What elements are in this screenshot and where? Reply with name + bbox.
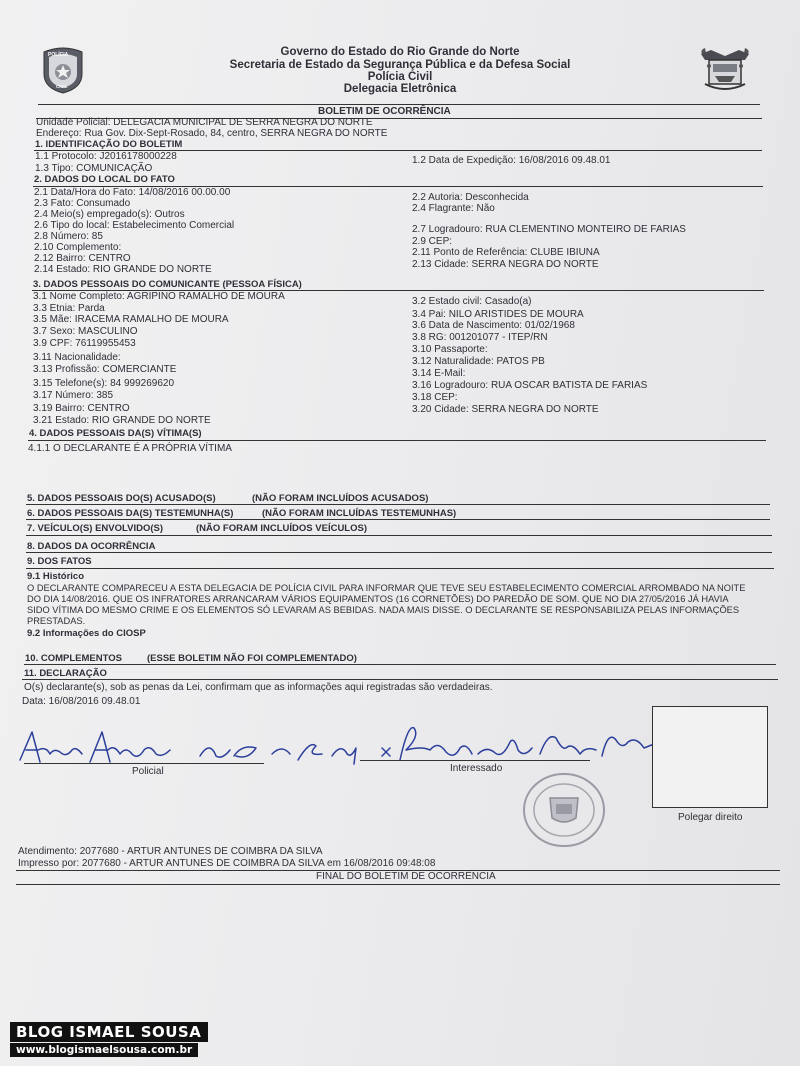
s3-right-item: 3.12 Naturalidade: PATOS PB <box>412 356 545 367</box>
historico-title: 9.1 Histórico <box>27 571 85 582</box>
s2-left-item: 2.3 Fato: Consumado <box>34 198 131 209</box>
divider <box>26 552 772 553</box>
s2-right-item: 2.13 Cidade: SERRA NEGRA DO NORTE <box>412 259 599 270</box>
historico-line: DO DIA 14/08/2016. QUE OS INFRATORES ARRANCARAM VÁRIOS EQUIPAMENTOS (16 CORNETÕES) DO PAREDÃO DE SOM. QUE NO DIA 27/05/2016 JÁ HAVIA <box>27 594 729 604</box>
s2-left-item: 2.12 Bairro: CENTRO <box>34 253 131 264</box>
thumbprint-box <box>652 706 768 808</box>
endereco-unidade: Endereço: Rua Gov. Dix-Sept-Rosado, 84, centro, SERRA NEGRA DO NORTE <box>36 128 388 139</box>
header-line-2: Secretaria de Estado da Segurança Pública e da Defesa Social <box>229 59 571 71</box>
s3-left-item: 3.19 Bairro: CENTRO <box>33 403 130 414</box>
s3-right-item: 3.16 Logradouro: RUA OSCAR BATISTA DE FARIAS <box>412 380 648 391</box>
s3-left-item: 3.9 CPF: 76119955453 <box>33 338 136 349</box>
divider <box>26 568 774 569</box>
data-expedicao: 1.2 Data de Expedição: 16/08/2016 09.48.01 <box>412 155 611 166</box>
s2-left-item: 2.6 Tipo do local: Estabelecimento Comercial <box>34 220 235 231</box>
section-4-title: 4. DADOS PESSOAIS DA(S) VÍTIMA(S) <box>29 428 202 439</box>
s3-right-item: 3.18 CEP: <box>412 392 458 403</box>
s3-left-item: 3.1 Nome Completo: AGRIPINO RAMALHO DE MOURA <box>33 291 285 302</box>
label-polegar-direito: Polegar direito <box>678 812 743 823</box>
atendimento: Atendimento: 2077680 - ARTUR ANTUNES DE COIMBRA DA SILVA <box>18 846 323 857</box>
badge-bottom-text: CIVIL <box>56 84 68 89</box>
s3-right-item: 3.4 Pai: NILO ARISTIDES DE MOURA <box>412 309 584 320</box>
s2-left-item: 2.10 Complemento: <box>34 242 122 253</box>
divider <box>26 535 772 536</box>
s3-left-item: 3.17 Número: 385 <box>33 390 114 401</box>
historico-line: O DECLARANTE COMPARECEU A ESTA DELEGACIA DE POLÍCIA CIVIL PARA INFORMAR QUE TEVE SEU ESTABELECIMENTO COMERCIAL ARROMBADO NA NOITE <box>27 583 746 593</box>
s2-right-item: 2.2 Autoria: Desconhecida <box>412 192 529 203</box>
divider <box>16 884 780 885</box>
divider <box>26 504 770 505</box>
header-line-3: Polícia Civil <box>367 71 433 83</box>
s2-right-item: 2.9 CEP: <box>412 236 453 247</box>
s3-right-item: 3.8 RG: 001201077 - ITEP/RN <box>412 332 548 343</box>
s3-left-item: 3.15 Telefone(s): 84 999269620 <box>33 378 175 389</box>
s3-left-item: 3.5 Mãe: IRACEMA RAMALHO DE MOURA <box>33 314 229 325</box>
section-3-title: 3. DADOS PESSOAIS DO COMUNICANTE (PESSOA FÍSICA) <box>33 279 302 290</box>
s3-right-item: 3.6 Data de Nascimento: 01/02/1968 <box>412 320 575 331</box>
impresso-por: Impresso por: 2077680 - ARTUR ANTUNES DE COIMBRA DA SILVA em 16/08/2016 09:48:08 <box>18 858 436 869</box>
s2-right-item: 2.11 Ponto de Referência: CLUBE IBIUNA <box>412 247 600 258</box>
divider <box>22 679 778 680</box>
section-6-note: (NÃO FORAM INCLUÍDAS TESTEMUNHAS) <box>262 508 457 519</box>
historico-line: SIDO VÍTIMA DO MESMO CRIME E OS ELEMENTOS SÓ LEVARAM AS BEBIDAS. NADA MAIS DISSE. O DECLARANTE SE RESPONSABILIZA PELAS INFORMAÇÕES <box>27 605 740 615</box>
divider <box>24 664 776 665</box>
header-line-1: Governo do Estado do Rio Grande do Norte <box>280 46 520 58</box>
official-stamp-icon <box>518 768 610 850</box>
section-2-title: 2. DADOS DO LOCAL DO FATO <box>34 174 175 185</box>
ciosp-title: 9.2 Informações do CIOSP <box>27 628 146 639</box>
section-5-title: 5. DADOS PESSOAIS DO(S) ACUSADO(S) <box>27 493 216 504</box>
s3-right-item: 3.2 Estado civil: Casado(a) <box>412 296 532 307</box>
s2-left-item: 2.4 Meio(s) empregado(s): Outros <box>34 209 185 220</box>
section-10-title: 10. COMPLEMENTOS <box>25 653 122 664</box>
s3-left-item: 3.11 Nacionalidade: <box>33 352 121 363</box>
final-do-boletim: FINAL DO BOLETIM DE OCORRÊNCIA <box>316 871 496 882</box>
s2-right-item: 2.7 Logradouro: RUA CLEMENTINO MONTEIRO DE FARIAS <box>412 224 686 235</box>
section-6-title: 6. DADOS PESSOAIS DA(S) TESTEMUNHA(S) <box>27 508 234 519</box>
section-8-title: 8. DADOS DA OCORRÊNCIA <box>27 541 156 552</box>
divider <box>26 519 770 520</box>
s3-right-item: 3.10 Passaporte: <box>412 344 488 355</box>
s3-left-item: 3.13 Profissão: COMERCIANTE <box>33 364 177 375</box>
section-5-note: (NÃO FORAM INCLUÍDOS ACUSADOS) <box>252 493 429 504</box>
section-9-title: 9. DOS FATOS <box>27 556 92 567</box>
label-interessado: Interessado <box>450 763 503 774</box>
report-title: BOLETIM DE OCORRÊNCIA <box>318 106 451 117</box>
header-line-4: Delegacia Eletrônica <box>343 83 457 95</box>
vitima-item: 4.1.1 O DECLARANTE É A PRÓPRIA VÍTIMA <box>28 443 232 454</box>
section-7-title: 7. VEÍCULO(S) ENVOLVIDO(S) <box>27 523 164 534</box>
section-10-note: (ESSE BOLETIM NÃO FOI COMPLEMENTADO) <box>147 653 357 664</box>
s2-right-item: 2.4 Flagrante: Não <box>412 203 495 214</box>
historico-line: PRESTADAS. <box>27 616 86 626</box>
badge-top-text: POLÍCIA <box>48 52 69 58</box>
declaracao-data: Data: 16/08/2016 09.48.01 <box>22 696 141 707</box>
s2-left-item: 2.8 Número: 85 <box>34 231 103 242</box>
protocolo: 1.1 Protocolo: J2016178000228 <box>35 151 177 162</box>
section-1-title: 1. IDENTIFICAÇÃO DO BOLETIM <box>35 139 183 150</box>
s3-right-item: 3.14 E-Mail: <box>412 368 466 379</box>
watermark-title: BLOG ISMAEL SOUSA <box>10 1022 208 1042</box>
s3-left-item: 3.21 Estado: RIO GRANDE DO NORTE <box>33 415 211 426</box>
s3-left-item: 3.3 Etnia: Parda <box>33 303 105 314</box>
s2-left-item: 2.1 Data/Hora do Fato: 14/08/2016 00.00.00 <box>34 187 231 198</box>
declaracao-text: O(s) declarante(s), sob as penas da Lei, confirmam que as informações aqui registradas são verdadeiras. <box>24 682 493 693</box>
divider <box>28 440 766 441</box>
section-11-title: 11. DECLARAÇÃO <box>24 668 107 679</box>
unidade-policial: Unidade Policial: DELEGACIA MUNICIPAL DE SERRA NEGRA DO NORTE <box>36 117 373 128</box>
s2-left-item: 2.14 Estado: RIO GRANDE DO NORTE <box>34 264 212 275</box>
s3-right-item: 3.20 Cidade: SERRA NEGRA DO NORTE <box>412 404 599 415</box>
tipo: 1.3 Tipo: COMUNICAÇÃO <box>35 163 153 174</box>
label-policial: Policial <box>132 766 164 777</box>
section-7-note: (NÃO FORAM INCLUÍDOS VEÍCULOS) <box>196 523 367 534</box>
s3-left-item: 3.7 Sexo: MASCULINO <box>33 326 138 337</box>
divider <box>38 104 760 105</box>
watermark-url: www.blogismaelsousa.com.br <box>10 1043 198 1057</box>
